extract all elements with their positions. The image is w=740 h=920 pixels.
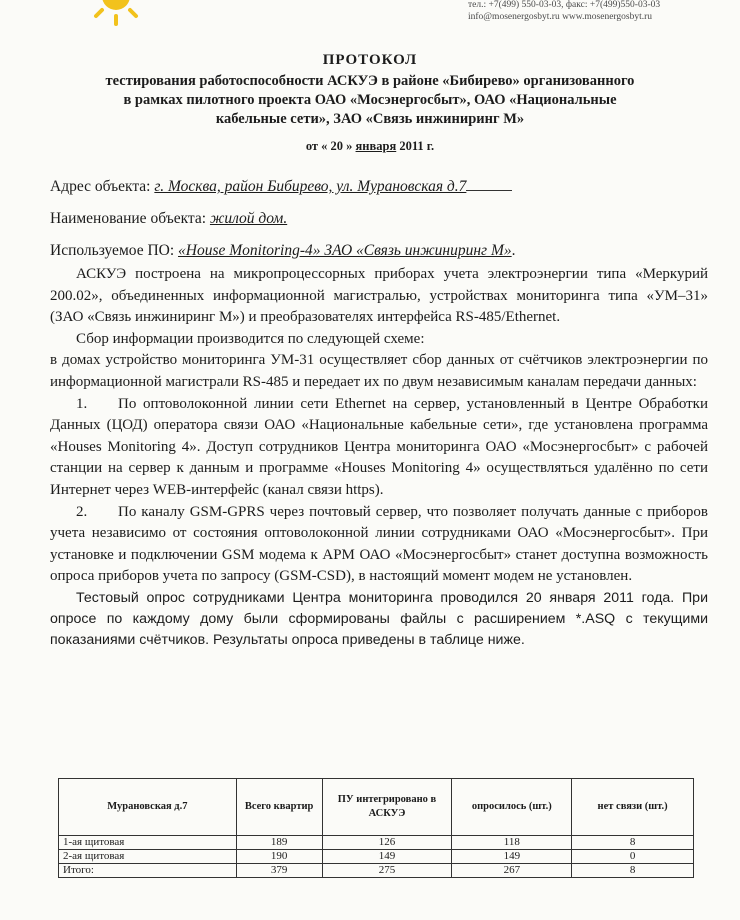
paragraph-scheme: в домах устройство мониторинга УМ-31 осуществляет сбор данных от счётчиков электроэнергии по информационной магистрали RS-485 и передает их по двум независимым каналам передачи данных: bbox=[50, 352, 708, 390]
table-cell: 275 bbox=[322, 864, 452, 878]
address-field: Адрес объекта: г. Москва, район Бибирево, ул. Мурановская д.7 bbox=[50, 178, 710, 196]
paragraph-scheme-intro: Сбор информации производится по следующей схеме: bbox=[76, 330, 425, 347]
table-cell: 2-ая щитовая bbox=[59, 850, 237, 864]
header-contacts bbox=[468, 0, 718, 23]
results-table bbox=[58, 778, 694, 878]
table-row bbox=[59, 836, 694, 850]
table-cell: Итого: bbox=[59, 864, 237, 878]
sun-logo-icon bbox=[86, 0, 146, 26]
table-cell: 149 bbox=[322, 850, 452, 864]
table-row-total bbox=[59, 864, 694, 878]
column-header: Всего квартир bbox=[236, 779, 322, 836]
list-item-ethernet: 1. По оптоволоконной линии сети Ethernet на сервер, установленный в Центре Обработки Данных (ЦОД) оператора связи ОАО «Национальные кабельные сети», где установлена программа «Houses Monitoring 4». Доступ сотрудников Центра мониторинга ОАО «Мосэнергосбыт» с рабочей станции на сервер к данным и программе «Houses Monitoring 4» осуществляться удалённо по сети Интернет через WEB-интерфейс (канал связи https). bbox=[50, 395, 708, 498]
object-name-field: Наименование объекта: жилой дом. bbox=[50, 210, 288, 227]
paragraph-system: АСКУЭ построена на микропроцессорных приборах учета электроэнергии типа «Меркурий 200.02», объединенных информационной магистралью, устройствах мониторинга типа «УМ–31» (ЗАО «Связь инжиниринг М») и преобразователях интерфейса RS-485/Ethernet. bbox=[50, 266, 708, 326]
table-cell: 379 bbox=[236, 864, 322, 878]
column-header: нет связи (шт.) bbox=[572, 779, 694, 836]
date-month: января bbox=[355, 139, 397, 153]
table-header-row bbox=[59, 779, 694, 836]
table-cell: 190 bbox=[236, 850, 322, 864]
table-cell: 126 bbox=[322, 836, 452, 850]
table-cell: 149 bbox=[452, 850, 572, 864]
table-cell: 1-ая щитовая bbox=[59, 836, 237, 850]
contacts-phone: тел.: +7(499) 550-03-03, факс: +7(499)550-03-03 bbox=[468, 0, 661, 10]
protocol-body bbox=[50, 264, 708, 651]
table-row bbox=[59, 850, 694, 864]
software-value: «House Monitoring-4» ЗАО «Связь инжиниринг М» bbox=[178, 242, 512, 259]
object-fields bbox=[50, 178, 710, 274]
protocol-heading bbox=[60, 52, 680, 154]
paragraph-test-results: Тестовый опрос сотрудниками Центра мониторинга проводился 20 января 2011 года. При опросе по каждому дому были сформированы файлы с расширением *.ASQ с текущими показаниями счётчиков. Результаты опроса приведены в таблице ниже. bbox=[50, 589, 708, 648]
protocol-date: от « 20 » января 2011 г. bbox=[305, 139, 435, 153]
table-cell: 118 bbox=[452, 836, 572, 850]
protocol-subtitle: тестирования работоспособности АСКУЭ в районе «Бибирево» организованного в рамках пилотного проекта ОАО «Мосэнергосбыт», ОАО «Национальные кабельные сети», ЗАО «Связь инжиниринг М» bbox=[105, 73, 635, 127]
contacts-web[interactable]: info@mosenergosbyt.ru www.mosenergosbyt.ru bbox=[468, 12, 653, 22]
table-cell: 267 bbox=[452, 864, 572, 878]
table-cell: 189 bbox=[236, 836, 322, 850]
object-name-value: жилой дом. bbox=[209, 210, 288, 227]
column-header: Мурановская д.7 bbox=[59, 779, 237, 836]
column-header: ПУ интегрировано в АСКУЭ bbox=[322, 779, 452, 836]
table-cell: 8 bbox=[572, 864, 694, 878]
column-header: опросилось (шт.) bbox=[452, 779, 572, 836]
software-field: Используемое ПО: «House Monitoring-4» ЗАО «Связь инжиниринг М». bbox=[50, 242, 516, 259]
address-value: г. Москва, район Бибирево, ул. Мурановская д.7 bbox=[154, 178, 467, 195]
table-cell: 8 bbox=[572, 836, 694, 850]
protocol-title: ПРОТОКОЛ bbox=[322, 52, 418, 68]
table-cell: 0 bbox=[572, 850, 694, 864]
list-item-gsm: 2. По каналу GSM-GPRS через почтовый сервер, что позволяет получать данные с приборов учета независимо от состояния оптоволоконной линии сотрудниками ОАО «Мосэнергосбыт». При установке и подключении GSM модема к АРМ ОАО «Мосэнергосбыт» станет доступна возможность опроса приборов учета по запросу (GSM-CSD), в настоящий момент модем не установлен. bbox=[50, 503, 708, 585]
